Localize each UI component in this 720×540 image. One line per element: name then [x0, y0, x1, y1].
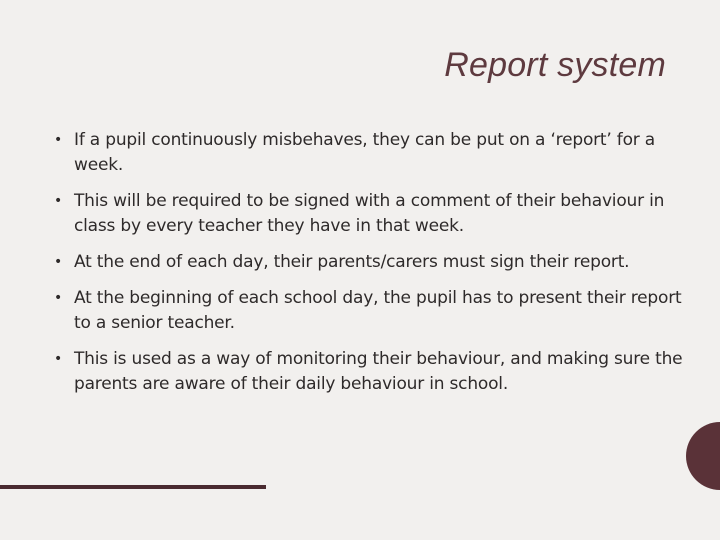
bullet-text: This is used as a way of monitoring their behaviour, and making sure the parents are aware of their daily behaviour in school. [74, 349, 683, 394]
bullet-text: This will be required to be signed with a comment of their behaviour in class by every teacher they have in that week. [74, 191, 665, 236]
bullet-text: If a pupil continuously misbehaves, they can be put on a ‘report’ for a week. [74, 130, 655, 175]
bullet-icon: • [54, 193, 63, 209]
bullet-item [52, 250, 692, 275]
bullet-text: At the beginning of each school day, the pupil has to present their report to a senior teacher. [74, 288, 682, 333]
bullet-item [52, 347, 692, 397]
bullet-icon: • [54, 132, 63, 148]
decorative-divider [0, 485, 266, 489]
bullet-icon: • [54, 254, 63, 270]
bullet-item [52, 286, 692, 336]
bullet-list [52, 128, 692, 408]
decorative-circle [686, 422, 720, 490]
bullet-icon: • [54, 351, 63, 367]
bullet-item [52, 128, 692, 178]
bullet-item [52, 189, 692, 239]
bullet-icon: • [54, 290, 63, 306]
slide-title: Report system [444, 46, 666, 84]
bullet-text: At the end of each day, their parents/carers must sign their report. [74, 252, 630, 272]
